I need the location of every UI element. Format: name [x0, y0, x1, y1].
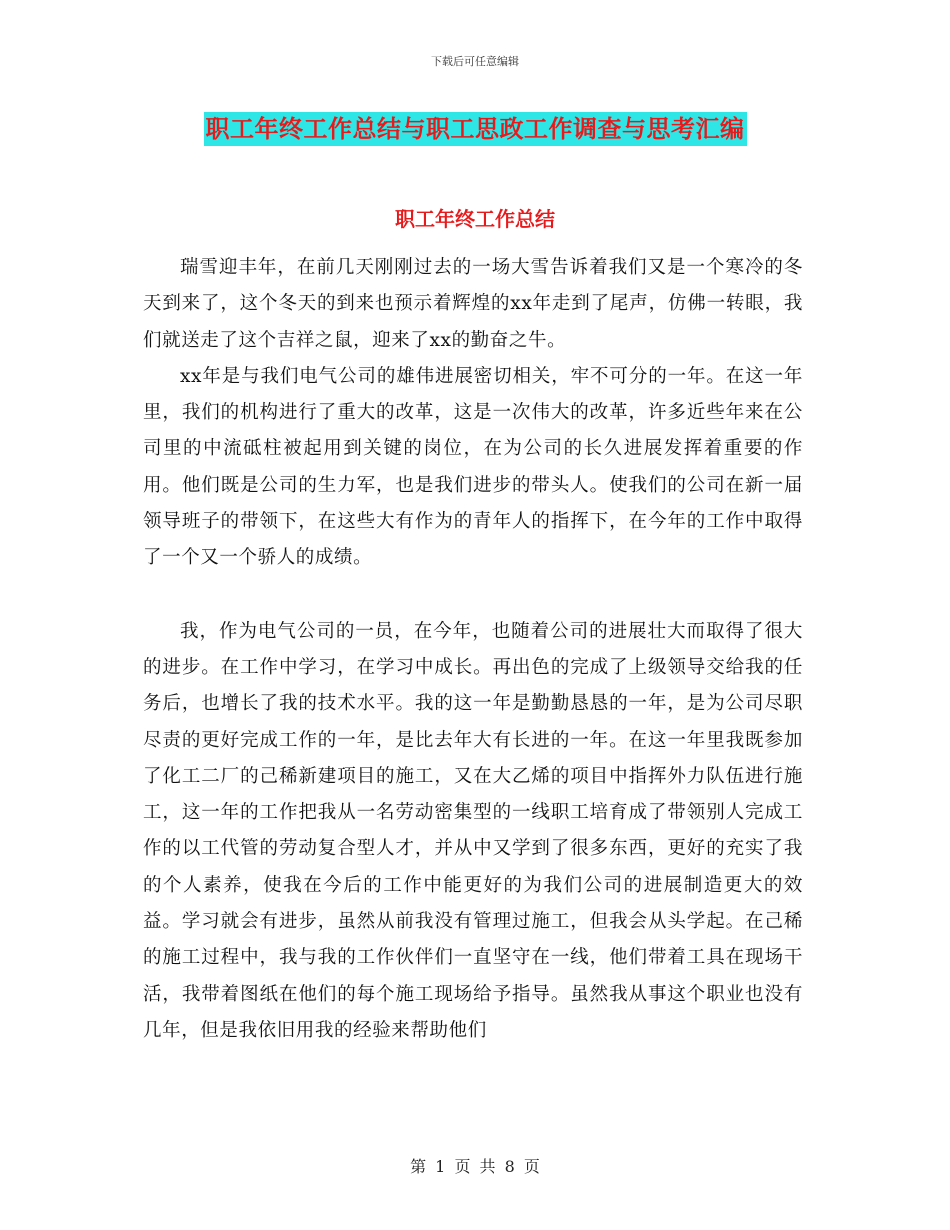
page-number-footer: 第 1 页 共 8 页 [410, 1157, 540, 1176]
document-body [143, 250, 803, 1049]
page-header-note: 下载后可任意编辑 [431, 55, 519, 68]
paragraph-3: 我，作为电气公司的一员，在今年，也随着公司的进展壮大而取得了很大的进步。在工作中学习，在学习中成长。再出色的完成了上级领导交给我的任务后，也增长了我的技术水平。我的这一年是勤勤恳恳的一年，是为公司尽职尽责的更好完成工作的一年，是比去年大有长进的一年。在这一年里我既参加了化工二厂的己稀新建项目的施工，又在大乙烯的项目中指挥外力队伍进行施工，这一年的工作把我从一名劳动密集型的一线职工培育成了带领别人完成工作的以工代管的劳动复合型人才，并从中又学到了很多东西，更好的充实了我的个人素养，使我在今后的工作中能更好的为我们公司的进展制造更大的效益。学习就会有进步，虽然从前我没有管理过施工，但我会从头学起。在己稀的施工过程中，我与我的工作伙伴们一直坚守在一线，他们带着工具在现场干活，我带着图纸在他们的每个施工现场给予指导。虽然我从事这个职业也没有几年，但是我依旧用我的经验来帮助他们 [143, 620, 803, 1041]
document-title: 职工年终工作总结与职工思政工作调查与思考汇编 [204, 112, 747, 146]
section-title: 职工年终工作总结 [395, 207, 555, 231]
paragraph-2: xx年是与我们电气公司的雄伟进展密切相关，牢不可分的一年。在这一年里，我们的机构进行了重大的改革，这是一次伟大的改革，许多近些年来在公司里的中流砥柱被起用到关键的岗位，在为公司的长久进展发挥着重要的作用。他们既是公司的生力军，也是我们进步的带头人。使我们的公司在新一届领导班子的带领下，在这些大有作为的青年人的指挥下，在今年的工作中取得了一个又一个骄人的成绩。 [143, 365, 803, 569]
document-title-wrapper [0, 112, 950, 146]
paragraph-1: 瑞雪迎丰年，在前几天刚刚过去的一场大雪告诉着我们又是一个寒冷的冬天到来了，这个冬天的到来也预示着辉煌的xx年走到了尾声，仿佛一转眼，我们就送走了这个吉祥之鼠，迎来了xx的勤奋之牛。 [143, 257, 803, 351]
